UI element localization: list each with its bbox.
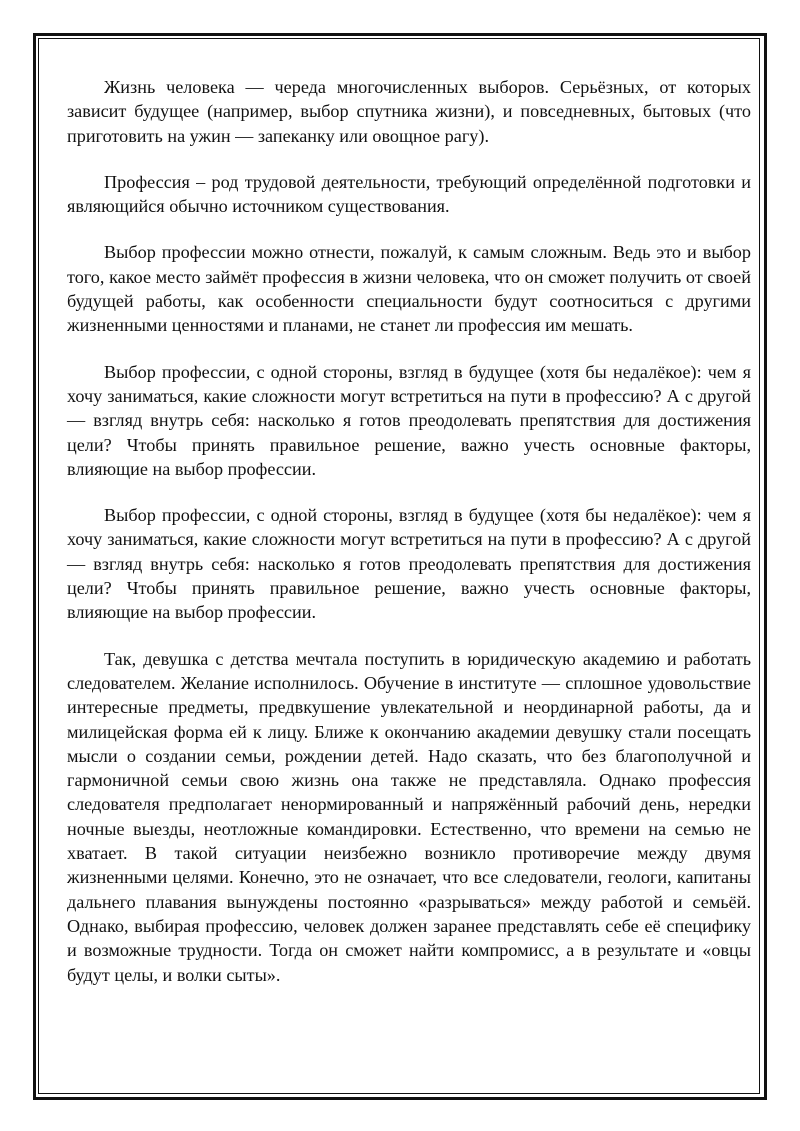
paragraph-choice-difficulty: Выбор профессии можно отнести, пожалуй, к самым сложным. Ведь это и выбор того, какое место займёт профессия в жизни человека, что он сможет получить от своей будущей работы, как особенности специальности будут соотноситься с другими жизненными ценностями и планами, не станет ли профессия им мешать. <box>67 242 751 336</box>
paragraph-profession-definition: Профессия – род трудовой деятельности, требующий определённой подготовки и являющийся обычно источником существования. <box>67 171 751 217</box>
paragraph-intro: Жизнь человека — череда многочисленных выборов. Серьёзных, от которых зависит будущее (например, выбор спутника жизни), и повседневных, бытовых (что приготовить на ужин — запеканку или овощное рагу). <box>67 77 751 146</box>
paragraph-example: Так, девушка с детства мечтала поступить в юридическую академию и работать следователем. Желание исполнилось. Обучение в институте — сплошное удовольствие интересные предметы, предвкушение увлекательной и неординарной работы, да и милицейская форма ей к лицу. Ближе к окончанию академии девушку стали посещать мысли о создании семьи, рождении детей. Надо сказать, что без благополучной и гармоничной семьи свою жизнь она также не представляла. Однако профессия следователя предполагает ненормированный и напряжённый рабочий день, нередки ночные выезды, неотложные командировки. Естественно, что времени на семью не хватает. В такой ситуации неизбежно возникло противоречие между двумя жизненными целями. Конечно, это не означает, что все следователи, геологи, капитаны дальнего плавания вынуждены постоянно «разрываться» между работой и семьёй. Однако, выбирая профессию, человек должен заранее представлять себе её специфику и возможные трудности. Тогда он сможет найти компромисс, а в результате и «овцы будут целы, и волки сыты». <box>67 648 751 985</box>
paragraph-choice-future: Выбор профессии, с одной стороны, взгляд в будущее (хотя бы недалёкое): чем я хочу заниматься, какие сложности могут встретиться на пути в профессию? А с другой — взгляд внутрь себя: насколько я готов преодолевать препятствия для достижения цели? Чтобы принять правильное решение, важно учесть основные факторы, влияющие на выбор профессии. <box>67 361 751 479</box>
document-body <box>67 75 751 1009</box>
paragraph-choice-future-repeat: Выбор профессии, с одной стороны, взгляд в будущее (хотя бы недалёкое): чем я хочу заниматься, какие сложности могут встретиться на пути в профессию? А с другой — взгляд внутрь себя: насколько я готов преодолевать препятствия для достижения цели? Чтобы принять правильное решение, важно учесть основные факторы, влияющие на выбор профессии. <box>67 505 751 623</box>
